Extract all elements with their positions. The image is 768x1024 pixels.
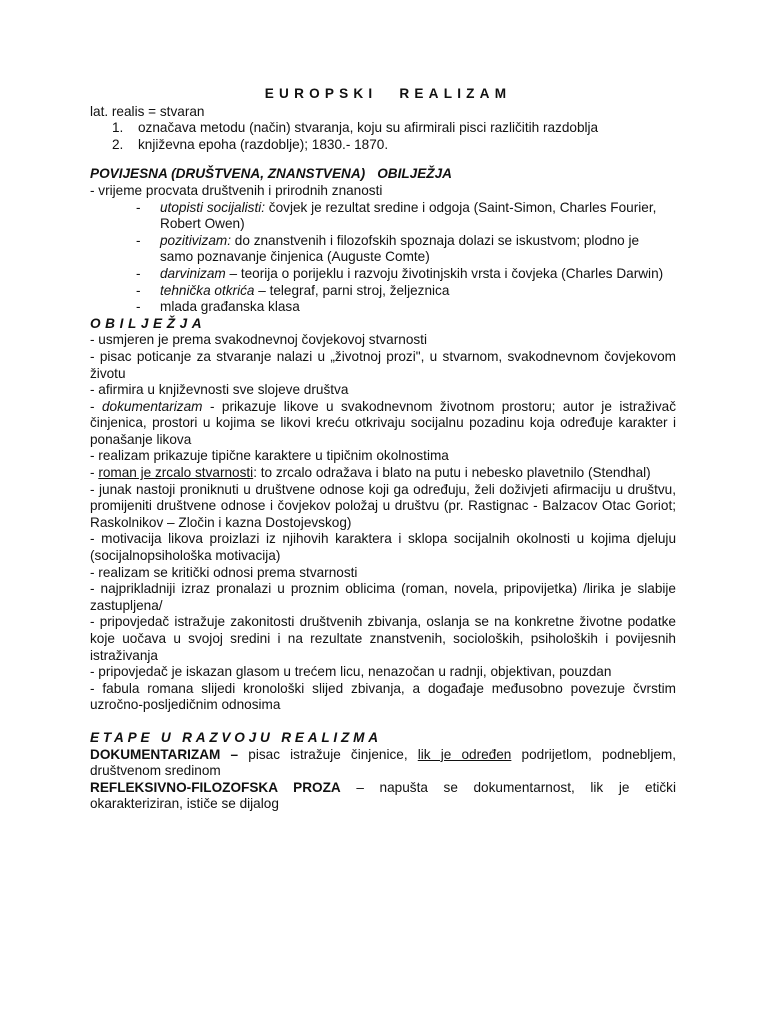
stage-item bbox=[90, 747, 676, 780]
feature-line bbox=[90, 482, 676, 532]
list-item bbox=[90, 299, 676, 316]
stage-name: DOKUMENTARIZAM – bbox=[90, 746, 239, 762]
line-text: - bbox=[90, 465, 99, 481]
heading-part-b: OBILJEŽJA bbox=[377, 166, 452, 182]
line-text: - fabula romana slijedi kronološki slijed zbivanja, a događaje međusobno povezuje čvrstim uzročno-posljedičnim odnosima bbox=[90, 680, 676, 713]
line-text: - pripovjedač istražuje zakonitosti društvenih zbivanja, oslanja se na konkretne životne podatke koje uočava u svojoj sredini i na rezultate znanstvenih, socioloških, psiholoških i povijesnih istraživanja bbox=[90, 614, 676, 663]
meaning-number: 1. bbox=[112, 120, 124, 136]
document-body bbox=[90, 86, 676, 813]
feature-line bbox=[90, 332, 676, 349]
stage-text: – napušta se dokumentarnost, lik je etički okarakteriziran, ističe se dijalog bbox=[90, 779, 676, 812]
line-text: - najprikladniji izraz pronalazi u proznim oblicima (roman, novela, pripovijetka) /lirika je slabije zastupljena/ bbox=[90, 581, 676, 613]
line-underlined: roman je zrcalo stvarnosti bbox=[98, 465, 254, 481]
item-text: – telegraf, parni stroj, željeznica bbox=[254, 282, 450, 298]
dash: - bbox=[136, 199, 141, 215]
dash: - bbox=[136, 232, 141, 248]
intro-line: lat. realis = stvaran bbox=[90, 103, 205, 119]
line-emphasis: dokumentarizam bbox=[101, 398, 203, 414]
feature-line bbox=[90, 531, 676, 564]
section-heading-historical bbox=[90, 166, 676, 183]
feature-line bbox=[90, 448, 676, 465]
dash: - bbox=[136, 282, 141, 298]
page-title bbox=[90, 86, 676, 103]
line-text: - bbox=[90, 398, 102, 414]
line-text: - usmjeren je prema svakodnevnoj čovjekovoj stvarnosti bbox=[90, 332, 427, 348]
line-text: - realizam prikazuje tipične karaktere u tipičnim okolnostima bbox=[90, 448, 449, 464]
line-text: - junak nastoji proniknuti u društvene odnose koji ga određuju, želi doživjeti afirmaciju u društvu, promijeniti društvene odnose i čovjekov položaj u društvu (pr. Rastignac - Balzacov Otac Goriot; Raskolnikov – Zločin i kazna Dostojevskog) bbox=[90, 481, 676, 530]
feature-line bbox=[90, 349, 676, 382]
dash: - bbox=[136, 265, 141, 281]
feature-line bbox=[90, 565, 676, 582]
list-item bbox=[90, 233, 676, 266]
section-heading-stages: ETAPE U RAZVOJU REALIZMA bbox=[90, 729, 382, 745]
term: utopisti socijalisti: bbox=[160, 199, 266, 215]
stage-text: podrijetlom, podnebljem, društvenom sredinom bbox=[90, 746, 677, 779]
stage-text: pisac istražuje činjenice, bbox=[238, 746, 418, 762]
feature-line bbox=[90, 614, 676, 664]
stage-item bbox=[90, 780, 676, 813]
term: tehnička otkrića bbox=[160, 282, 255, 298]
feature-line bbox=[90, 382, 676, 399]
line-text: - afirmira u književnosti sve slojeve društva bbox=[90, 382, 349, 398]
title-word-2: REALIZAM bbox=[399, 86, 512, 101]
line-text: - prikazuje likove u svakodnevnom životnom prostoru; autor je istraživač činjenica, prostori u kojima se likovi kreću otkrivaju socijalnu pozadinu koja određuje karakter i ponašanje likova bbox=[90, 398, 676, 447]
section-heading-features: OBILJEŽJA bbox=[90, 315, 207, 331]
item-text: do znanstvenih i filozofskih spoznaja dolazi se iskustvom; plodno je samo poznavanje činjenica (Auguste Comte) bbox=[160, 232, 640, 265]
line-text: - realizam se kritički odnosi prema stvarnosti bbox=[90, 564, 358, 580]
list-item bbox=[90, 266, 676, 283]
feature-line bbox=[90, 465, 676, 482]
meaning-item-2 bbox=[90, 137, 676, 154]
meaning-text: književna epoha (razdoblje); 1830.- 1870. bbox=[138, 136, 389, 152]
stage-underlined: lik je određen bbox=[417, 746, 512, 762]
feature-line bbox=[90, 664, 676, 681]
title-word-1: EUROPSKI bbox=[264, 86, 378, 101]
heading-part-a: POVIJESNA (DRUŠTVENA, ZNANSTVENA) bbox=[90, 166, 366, 182]
item-text: – teorija o porijeklu i razvoju životinjskih vrsta i čovjeka (Charles Darwin) bbox=[225, 265, 664, 281]
feature-line bbox=[90, 399, 676, 449]
item-text: mlada građanska klasa bbox=[160, 299, 300, 315]
feature-line bbox=[90, 681, 676, 714]
list-item bbox=[90, 283, 676, 300]
term: darvinizam bbox=[160, 265, 226, 281]
meaning-number: 2. bbox=[112, 136, 124, 152]
meaning-text: označava metodu (način) stvaranja, koju su afirmirali pisci različitih razdoblja bbox=[138, 120, 599, 136]
dash: - bbox=[136, 299, 141, 315]
stage-name: REFLEKSIVNO-FILOZOFSKA PROZA bbox=[90, 779, 341, 795]
term: pozitivizam: bbox=[160, 232, 232, 248]
line-text: - pripovjedač je iskazan glasom u trećem licu, nenazočan u radnji, objektivan, pouzdan bbox=[90, 664, 612, 680]
feature-line bbox=[90, 581, 676, 614]
historical-line: - vrijeme procvata društvenih i prirodnih znanosti bbox=[90, 182, 383, 198]
line-text: - motivacija likova proizlazi iz njihovih karaktera i sklopa socijalnih okolnosti u kojima djeluju (socijalnopsihološka motivacija) bbox=[90, 531, 676, 564]
list-item bbox=[90, 200, 676, 233]
item-text: čovjek je rezultat sredine i odgoja (Saint-Simon, Charles Fourier, Robert Owen) bbox=[160, 199, 657, 232]
line-text: - pisac poticanje za stvaranje nalazi u „životnoj prozi", u stvarnom, svakodnevnom čovjekovom životu bbox=[90, 348, 676, 381]
line-text: : to zrcalo odražava i blato na putu i nebesko plavetnilo (Stendhal) bbox=[253, 465, 651, 481]
meaning-item-1 bbox=[90, 120, 676, 137]
